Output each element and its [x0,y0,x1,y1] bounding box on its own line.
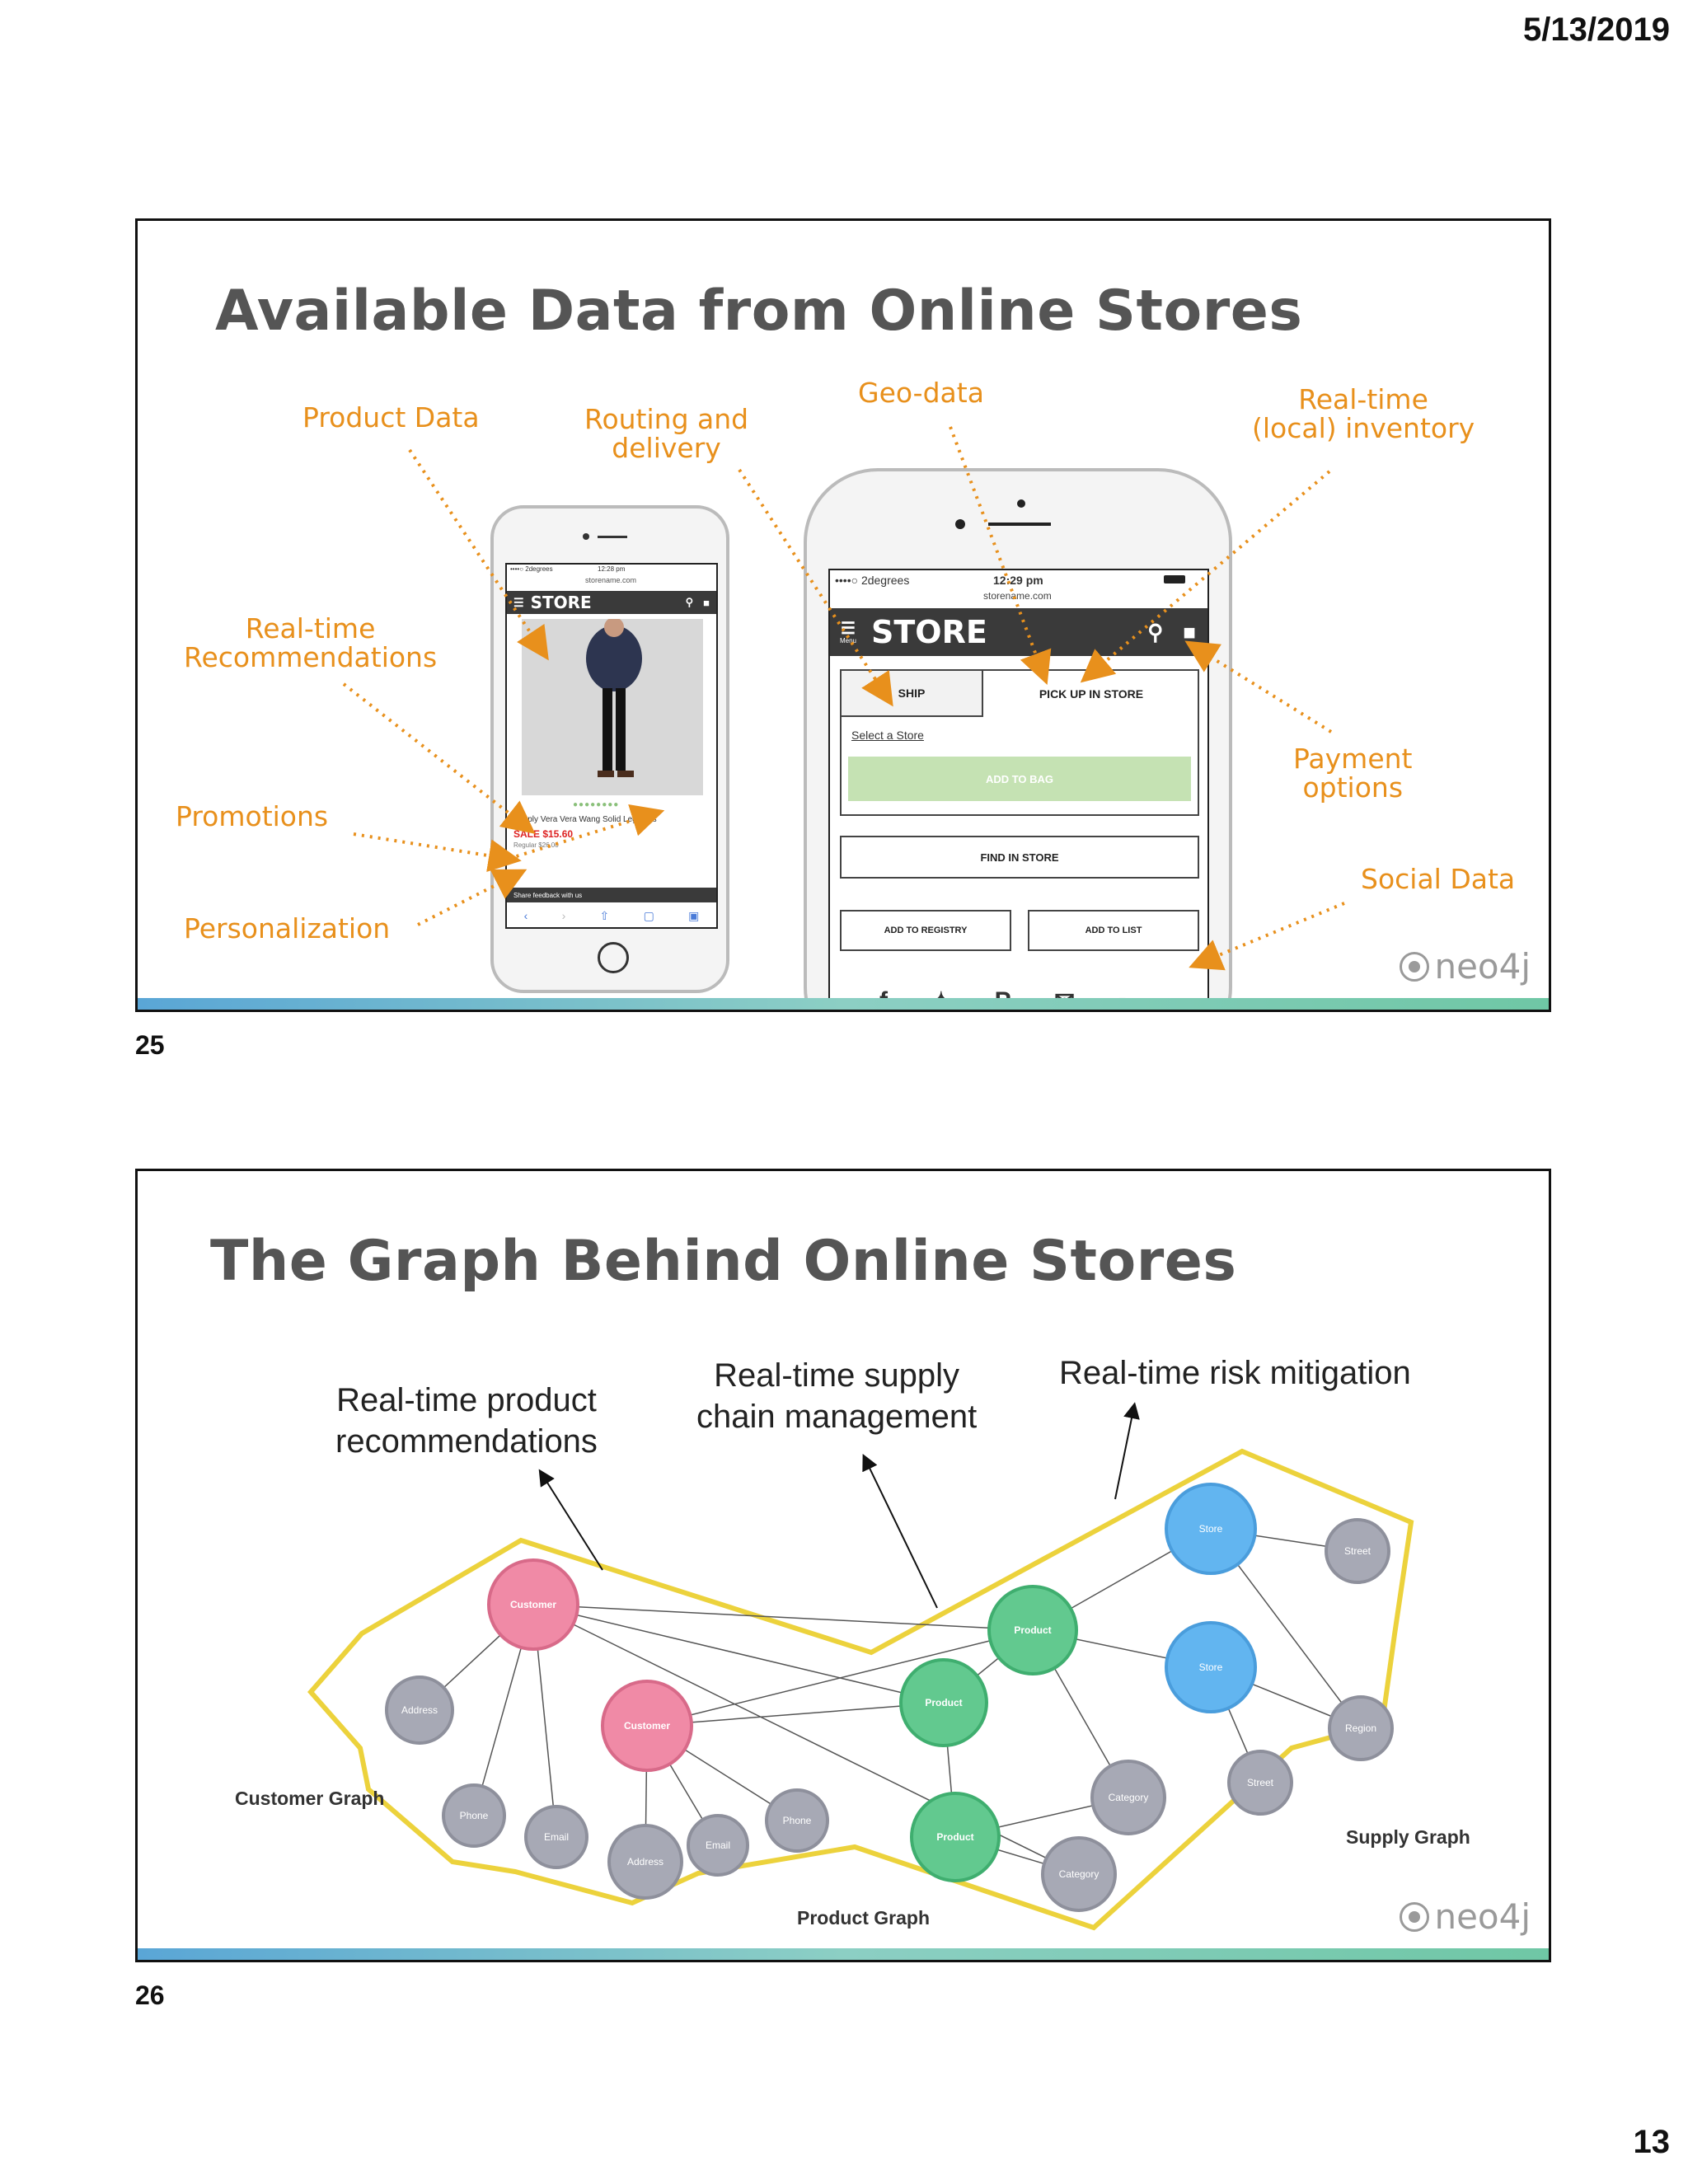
menu-icon[interactable]: ☰ [513,595,524,609]
node-label: Product [936,1831,974,1843]
neo4j-mark-icon [1400,952,1429,982]
tab-pickup-label: PICK UP IN STORE [1039,687,1144,701]
node-label: Category [1108,1792,1149,1803]
label-inventory: Real-time (local) inventory [1252,383,1475,444]
arrow-promotions [354,834,509,859]
share-icon[interactable]: ⇧ [599,908,610,922]
store-logo: STORE [530,593,592,612]
label-payment: Payment options [1293,743,1413,804]
label-product-data: Product Data [302,401,480,434]
neo4j-logo [1400,1896,1531,1937]
node-address-a2[interactable] [609,1825,682,1898]
label-customer-graph: Customer Graph [235,1788,385,1809]
neo4j-mark-icon [1400,1902,1429,1932]
label-recommendations: Real-time Recommendations [184,612,438,673]
label-product-graph: Product Graph [797,1907,931,1929]
url-text: storename.com [983,590,1052,602]
arrow-inventory [1090,471,1329,674]
store-graph [138,1171,1551,1962]
bag-icon[interactable]: ■ [703,596,710,609]
slide-26 [135,1169,1551,1962]
bookmarks-icon[interactable]: ▢ [643,908,654,922]
node-street-st2[interactable] [1229,1751,1292,1814]
edge-c1-p2 [533,1605,944,1703]
slide-title: Available Data from Online Stores [215,279,1303,344]
slide-number-25: 25 [135,1030,165,1060]
node-product-p2[interactable] [901,1660,987,1746]
feedback-bar[interactable]: Share feedback with us [507,888,716,902]
url-text: storename.com [585,576,637,584]
tab-ship-label: SHIP [898,687,926,700]
node-label: Address [626,1856,664,1868]
node-product-p3[interactable] [912,1793,999,1881]
back-icon[interactable]: ‹ [523,909,528,922]
node-customer-c1[interactable] [489,1560,578,1649]
node-store-s2[interactable] [1166,1623,1255,1712]
callout-risk: Real-time risk mitigation [1059,1355,1411,1391]
neo4j-wordmark: neo4j [1434,946,1531,987]
node-store-s1[interactable] [1166,1484,1255,1573]
callout-arrows [138,221,1551,1012]
node-phone-ph1[interactable] [443,1785,504,1846]
node-label: Email [705,1840,731,1851]
node-region-r1[interactable] [1329,1697,1392,1760]
slide-bottom-bar [138,998,1549,1010]
product-name: Simply Vera Vera Wang Solid Leggings [513,815,657,824]
node-label: Phone [782,1815,812,1826]
label-supply-graph: Supply Graph [1346,1826,1470,1848]
search-icon[interactable]: ⚲ [1147,619,1164,644]
arrow-personalization [418,875,515,925]
node-label: Store [1198,1661,1223,1673]
time-text: 12:29 pm [993,574,1043,587]
carrier-text: ••••○ 2degrees [510,565,553,573]
add-to-registry-label: ADD TO REGISTRY [884,926,968,935]
node-label: Product [925,1697,963,1708]
search-icon[interactable]: ⚲ [685,596,694,608]
select-store-link[interactable]: Select a Store [851,729,924,742]
node-label: Phone [459,1810,489,1821]
sale-price: SALE $15.60 [513,828,574,840]
label-promotions: Promotions [176,800,329,832]
menu-label: Menu [839,636,856,644]
arrow-routing [739,470,886,696]
carrier-text: ••••○ 2degrees [835,574,910,587]
label-geo: Geo-data [858,377,984,409]
bag-icon[interactable]: ■ [1183,619,1196,644]
node-label: Email [543,1831,570,1843]
time-text: 12:28 pm [598,565,626,573]
node-label: Customer [509,1599,557,1610]
forward-icon[interactable]: › [561,909,566,922]
arrow-promotions-2 [509,814,652,859]
node-label: Street [1246,1777,1274,1788]
node-label: Region [1344,1722,1377,1734]
store-logo: STORE [871,614,987,650]
node-label: Address [401,1704,438,1716]
node-label: Product [1014,1624,1052,1636]
carousel-dots[interactable]: ●●●●●●●● [573,800,620,809]
page-number: 13 [1633,2124,1670,2160]
label-personalization: Personalization [184,912,391,944]
arrow-product-data [410,450,542,649]
callout-product-rec: Real-time product recommendations [335,1382,598,1460]
node-email-e1[interactable] [526,1807,587,1868]
slide-25 [135,218,1551,1012]
graph-nodes [387,1484,1392,1910]
find-in-store-label: FIND IN STORE [980,851,1059,864]
callout-supply-chain: Real-time supply chain management [696,1357,978,1435]
slide-title: The Graph Behind Online Stores [210,1229,1237,1294]
add-to-bag-label: ADD TO BAG [985,772,1054,785]
node-label: Category [1058,1868,1100,1880]
regular-price: Regular $26.00 [513,841,559,849]
node-email-e2[interactable] [688,1816,748,1875]
arrow-social [1201,903,1344,963]
label-routing: Routing and delivery [584,403,749,464]
menu-icon: ☰ [841,619,856,638]
slide-bottom-bar [138,1948,1549,1960]
neo4j-logo [1400,946,1531,987]
node-label: Customer [623,1720,671,1732]
node-address-a1[interactable] [387,1677,452,1743]
node-label: Store [1198,1523,1223,1535]
page-date: 5/13/2019 [1523,12,1670,48]
node-phone-ph2[interactable] [767,1790,828,1851]
add-to-list-label: ADD TO LIST [1085,926,1142,935]
pointer-risk [1115,1410,1133,1499]
slide-number-26: 26 [135,1980,165,2010]
pointer-supply-chain [866,1461,937,1608]
tabs-icon[interactable]: ▣ [688,908,700,922]
label-social: Social Data [1361,863,1516,895]
node-product-p1[interactable] [989,1586,1076,1674]
arrow-payment [1196,648,1331,732]
node-category-cat2[interactable] [1043,1838,1115,1910]
neo4j-wordmark: neo4j [1434,1896,1531,1937]
arrow-recommendations [344,684,525,826]
node-label: Street [1343,1545,1372,1557]
node-category-cat1[interactable] [1092,1761,1165,1834]
node-street-st1[interactable] [1326,1520,1389,1582]
node-customer-c2[interactable] [603,1681,692,1770]
arrow-geo [950,427,1043,673]
